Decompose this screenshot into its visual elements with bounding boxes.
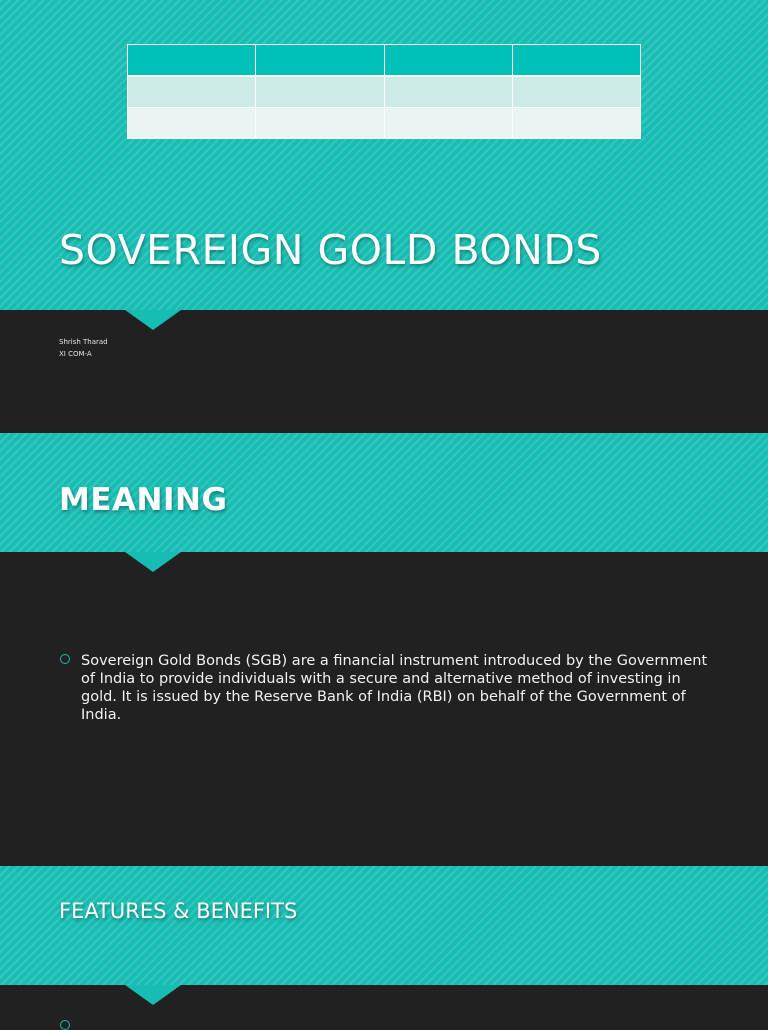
- table-cell: [384, 45, 512, 77]
- table-cell: [512, 108, 640, 139]
- table-cell: [256, 108, 384, 139]
- slide1-body: [0, 310, 768, 433]
- author-block: [59, 336, 108, 360]
- author-name: Shrish Tharad: [59, 338, 108, 346]
- table-cell: [512, 76, 640, 108]
- table-row: [128, 76, 641, 108]
- table-cell: [256, 76, 384, 108]
- slide3-body: [0, 985, 768, 1024]
- bullet-circle-icon: [60, 1020, 70, 1030]
- author-class: XI COM-A: [59, 350, 92, 358]
- table-cell: [384, 76, 512, 108]
- bullet-circle-icon: [60, 654, 70, 664]
- slide2-title: MEANING: [59, 482, 228, 518]
- table-cell: [128, 76, 256, 108]
- slide2-notch: [125, 552, 181, 572]
- table-cell: [128, 108, 256, 139]
- table-row: [128, 108, 641, 139]
- table-cell: [256, 45, 384, 77]
- meaning-paragraph: Sovereign Gold Bonds (SGB) are a financial instrument introduced by the Government of India to provide individuals with a secure and alternative method of investing in gold. It is issued by the Reserve Bank of India (RBI) on behalf of the Government of India.: [81, 653, 708, 723]
- table-cell: [512, 45, 640, 77]
- empty-table: [127, 44, 641, 139]
- slide3-header-band: [0, 866, 768, 985]
- table-cell: [384, 108, 512, 139]
- slide3-notch: [125, 985, 181, 1005]
- table-cell: [128, 45, 256, 77]
- slide1-notch: [125, 310, 181, 330]
- slide1-title: SOVEREIGN GOLD BONDS: [59, 226, 602, 274]
- table-header-row: [128, 45, 641, 77]
- slide3-title: FEATURES & BENEFITS: [59, 899, 298, 923]
